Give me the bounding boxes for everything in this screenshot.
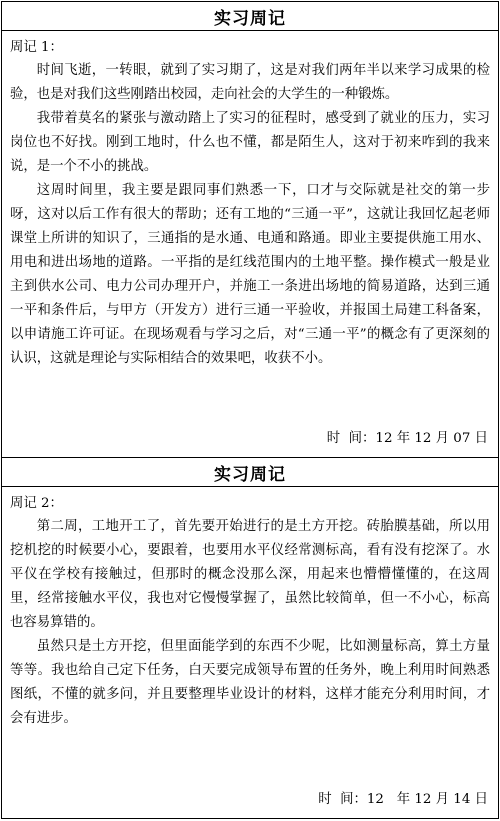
entry-paragraph: 虽然只是土方开挖，但里面能学到的东西不少呢，比如测量标高，算土方量等等。我也给自己定下任务，白天要完成领导布置的任务外，晚上利用时间熟悉图纸，不懂的就多问，并且要整理毕业设计的材料，这样才能充分利用时间，才会有进步。 — [10, 639, 490, 726]
entry-date: 时 间：12 年 12 月 14 日 — [318, 792, 488, 807]
entry-label: 周记 1： — [10, 40, 63, 55]
journal-entry-1 — [2, 2, 498, 457]
journal-entry-2 — [2, 457, 498, 818]
entry-date: 时 间：12 年 12 月 07 日 — [326, 431, 488, 446]
entry-paragraph: 这周时间里，我主要是跟同事们熟悉一下，口才与交际就是社交的第一步呀，这对以后工作有很大的帮助；还有工地的“三通一平”，这就让我回忆起老师课堂上所讲的知识了，三通指的是水通、电通和路通。即业主要提供施工用水、用电和进出场地的道路。一平指的是红线范围内的土地平整。操作模式一般是业主到供水公司、电力公司办理开户，并施工一条进出场地的简易道路，达到三通一平和条件后，与甲方（开发方）进行三通一平验收，并报国土局建工科备案，以申请施工许可证。在现场观看与学习之后，对“三通一平”的概念有了更深刻的认识，这就是理论与实际相结合的效果吧，收获不小。 — [10, 183, 490, 366]
entry-paragraph: 我带着莫名的紧张与激动踏上了实习的征程时，感受到了就业的压力，实习岗位也不好找。刚到工地时，什么也不懂，都是陌生人，这对于初来咋到的我来说，是一个不小的挑战。 — [10, 111, 490, 174]
entry-paragraph: 第二周，工地开工了，首先要开始进行的是土方开挖。砖胎膜基础，所以用挖机挖的时候要小心，要跟着，也要用水平仪经常测标高，看有没有挖深了。水平仪在学校有接触过，但那时的概念没那么深，用起来也懵懵懂懂的，在这周里，经常接触水平仪，我也对它慢慢掌握了，虽然比较简单，但一不小心，标高也容易算错的。 — [10, 519, 490, 630]
entry-label: 周记 2： — [10, 496, 63, 511]
entry-body — [2, 487, 498, 731]
entry-title: 实习周记 — [2, 2, 498, 31]
weekly-journal-page — [1, 1, 499, 819]
entry-body — [2, 31, 498, 371]
entry-title: 实习周记 — [2, 458, 498, 487]
entry-paragraph: 时间飞逝，一转眼，就到了实习期了，这是对我们两年半以来学习成果的检验，也是对我们这些刚踏出校园，走向社会的大学生的一种锻炼。 — [10, 63, 490, 102]
